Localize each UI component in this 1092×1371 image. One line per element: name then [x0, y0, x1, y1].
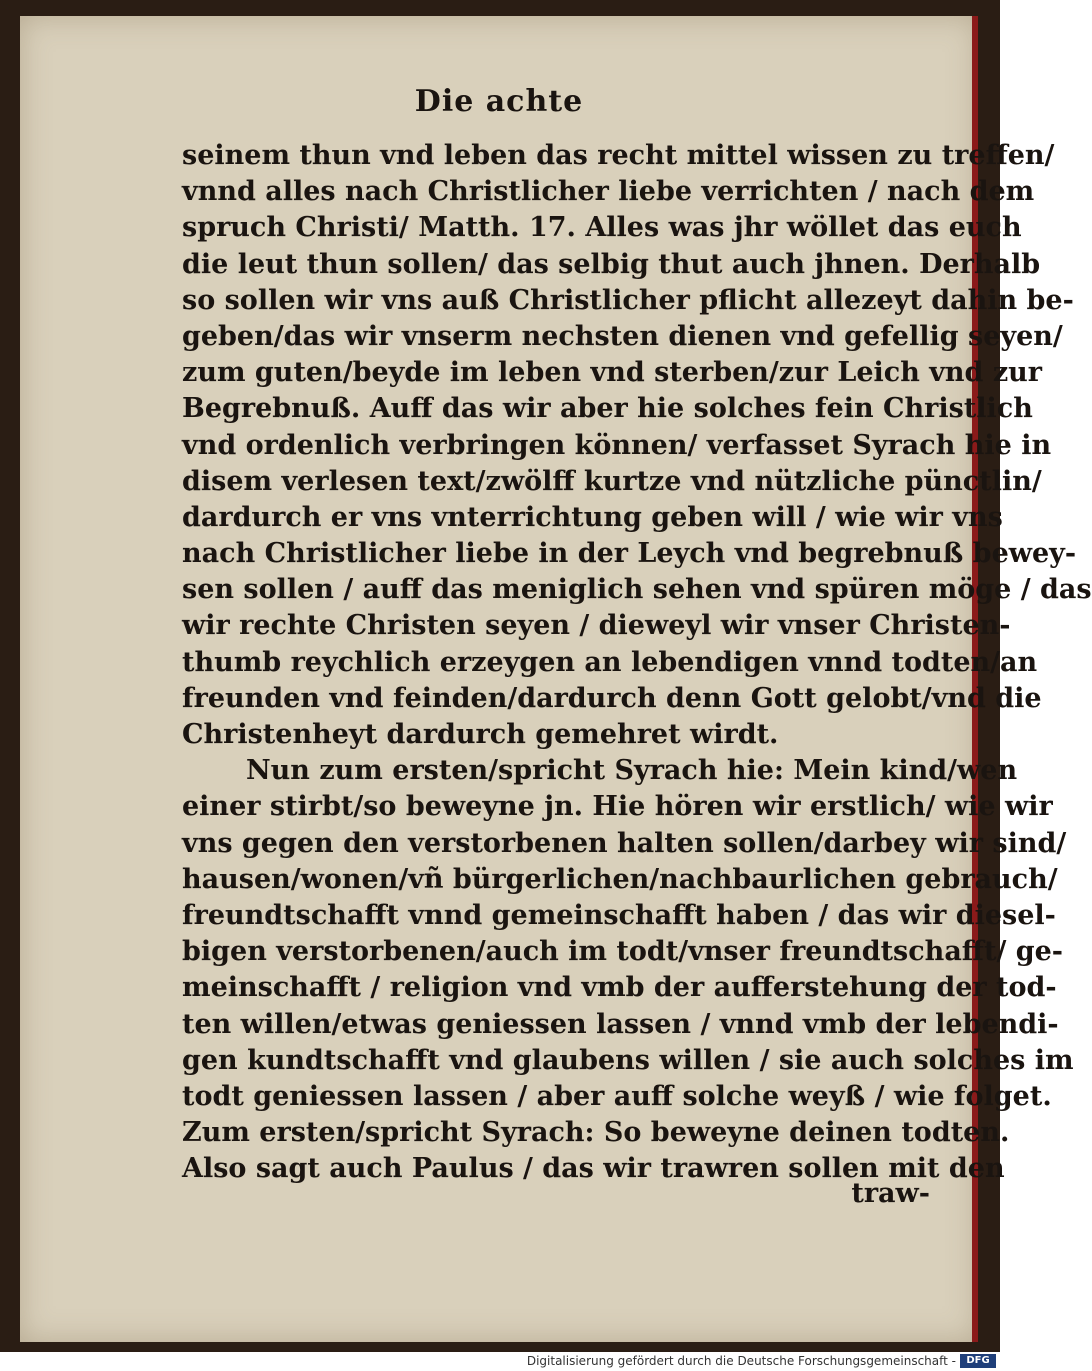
- text-line: spruch Christi/ Matth. 17. Alles was jhr wöllet das euch: [182, 212, 1022, 244]
- text-line: todt geniessen lassen / aber auff solche weyß / wie folget.: [182, 1080, 1052, 1112]
- text-line: bigen verstorbenen/auch im todt/vnser freundtschafft/ ge-: [182, 936, 1063, 968]
- text-line: vnd ordenlich verbringen können/ verfasset Syrach hie in: [182, 429, 1052, 461]
- text-block: [182, 138, 1092, 1187]
- text-line: die leut thun sollen/ das selbig thut auch jhnen. Derhalb: [182, 248, 1041, 280]
- text-line: nach Christlicher liebe in der Leych vnd begrebnuß bewey-: [182, 538, 1077, 570]
- text-line: einer stirbt/so beweyne jn. Hie hören wir erstlich/ wie wir: [182, 791, 1053, 823]
- footer-bar: [0, 1352, 1000, 1371]
- running-head: Die achte: [414, 84, 584, 119]
- text-line: vns gegen den verstorbenen halten sollen/darbey wir sind/: [182, 827, 1067, 859]
- paragraph-start-line: Nun zum ersten/spricht Syrach hie: Mein kind/wen: [246, 755, 1018, 787]
- text-line: Christenheyt dardurch gemehret wirdt.: [182, 719, 779, 750]
- text-line: Begrebnuß. Auff das wir aber hie solches fein Christlich: [182, 393, 1033, 425]
- text-line: so sollen wir vns auß Christlicher pflicht allezeyt dahin be-: [182, 284, 1074, 316]
- text-line: Zum ersten/spricht Syrach: So beweyne deinen todten.: [182, 1117, 1010, 1149]
- text-line: sen sollen / auff das meniglich sehen vnd spüren möge / das: [182, 574, 1092, 606]
- text-line: zum guten/beyde im leben vnd sterben/zur Leich vnd zur: [182, 357, 1043, 389]
- book-page: [20, 16, 1092, 1342]
- text-line: gen kundtschafft vnd glaubens willen / sie auch solches im: [182, 1044, 1074, 1076]
- text-line: hausen/wonen/vñ bürgerlichen/nachbaurlichen gebrauch/: [182, 863, 1058, 895]
- text-line: ten willen/etwas geniessen lassen / vnnd vmb der lebendi-: [182, 1008, 1059, 1040]
- text-line: thumb reychlich erzeygen an lebendigen vnnd todten/an: [182, 646, 1038, 678]
- text-line: wir rechte Christen seyen / dieweyl wir vnser Christen-: [182, 610, 1011, 642]
- text-line: disem verlesen text/zwölff kurtze vnd nützliche pünctlin/: [182, 465, 1042, 497]
- text-line: vnnd alles nach Christlicher liebe verrichten / nach dem: [182, 176, 1035, 208]
- text-line: geben/das wir vnserm nechsten dienen vnd gefellig seyen/: [182, 320, 1063, 352]
- text-line: dardurch er vns vnterrichtung geben will / wie wir vns: [182, 501, 1003, 533]
- funding-notice: Digitalisierung gefördert durch die Deutsche Forschungsgemeinschaft -: [526, 1354, 956, 1368]
- text-line: seinem thun vnd leben das recht mittel wissen zu treffen/: [182, 140, 1055, 171]
- catchword: traw-: [851, 1178, 930, 1209]
- text-line: Also sagt auch Paulus / das wir trawren sollen mit den: [182, 1153, 1005, 1185]
- dfg-logo: DFG: [960, 1354, 996, 1368]
- text-line: freunden vnd feinden/dardurch denn Gott gelobt/vnd die: [182, 682, 1042, 714]
- text-line: meinschafft / religion vnd vmb der aufferstehung der tod-: [182, 972, 1057, 1004]
- text-line: freundtschafft vnnd gemeinschafft haben / das wir diesel-: [182, 899, 1056, 931]
